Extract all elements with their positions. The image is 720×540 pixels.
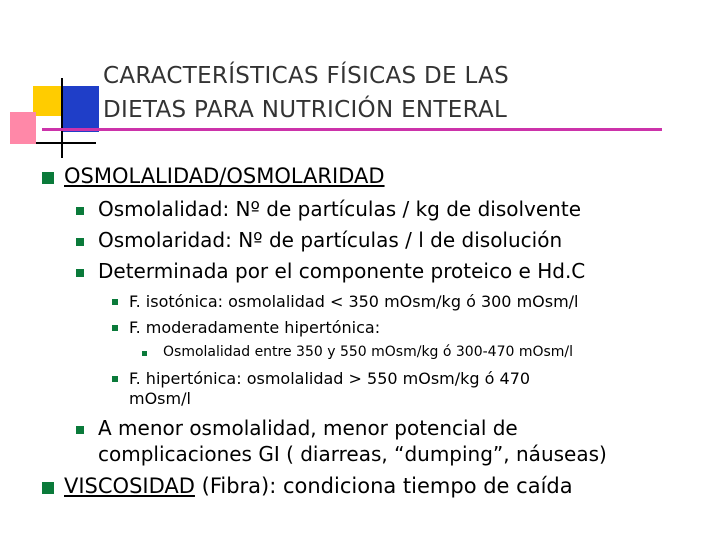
bullet-square-icon (42, 172, 54, 184)
bullet-square-icon (112, 376, 118, 382)
heading-osmolalidad-osmolaridad: OSMOLALIDAD/OSMOLARIDAD (64, 164, 385, 188)
slide-title-line-2: DIETAS PARA NUTRICIÓN ENTERAL (103, 97, 508, 123)
item-determinada: Determinada por el componente proteico e Hd.C (98, 259, 586, 283)
item-hipertonica-line-2: mOsm/l (129, 389, 191, 408)
title-underline (42, 128, 662, 131)
item-moderada-range: Osmolalidad entre 350 y 550 mOsm/kg ó 300-470 mOsm/l (163, 344, 574, 360)
bullet-square-icon (42, 482, 54, 494)
bullet-square-icon (142, 351, 147, 356)
slide-title-line-1: CARACTERÍSTICAS FÍSICAS DE LAS (103, 63, 510, 89)
bullet-square-icon (76, 238, 84, 246)
decor-blue-square (63, 86, 99, 132)
bullet-square-icon (112, 325, 118, 331)
item-osmolalidad: Osmolalidad: Nº de partículas / kg de disolvente (98, 197, 581, 221)
decor-pink-square (10, 112, 36, 144)
item-hipertonica-line-1: F. hipertónica: osmolalidad > 550 mOsm/kg ó 470 (129, 369, 531, 388)
bullet-square-icon (76, 426, 84, 434)
item-moderada: F. moderadamente hipertónica: (129, 318, 381, 337)
viscosidad-text: (Fibra): condiciona tiempo de caída (194, 474, 573, 498)
decor-yellow-square (33, 86, 63, 116)
bullet-square-icon (112, 299, 118, 305)
bullet-square-icon (76, 207, 84, 215)
item-isotonica: F. isotónica: osmolalidad < 350 mOsm/kg ó 300 mOsm/l (129, 292, 579, 311)
decor-black-line (36, 142, 96, 144)
viscosidad-label: VISCOSIDAD (64, 474, 195, 498)
decor-vertical-line (61, 78, 63, 158)
bullet-square-icon (76, 269, 84, 277)
item-menor-line-2: complicaciones GI ( diarreas, “dumping”, náuseas) (98, 442, 607, 466)
item-viscosidad (64, 474, 573, 498)
item-osmolaridad: Osmolaridad: Nº de partículas / l de disolución (98, 228, 563, 252)
item-menor-line-1: A menor osmolalidad, menor potencial de (98, 416, 518, 440)
